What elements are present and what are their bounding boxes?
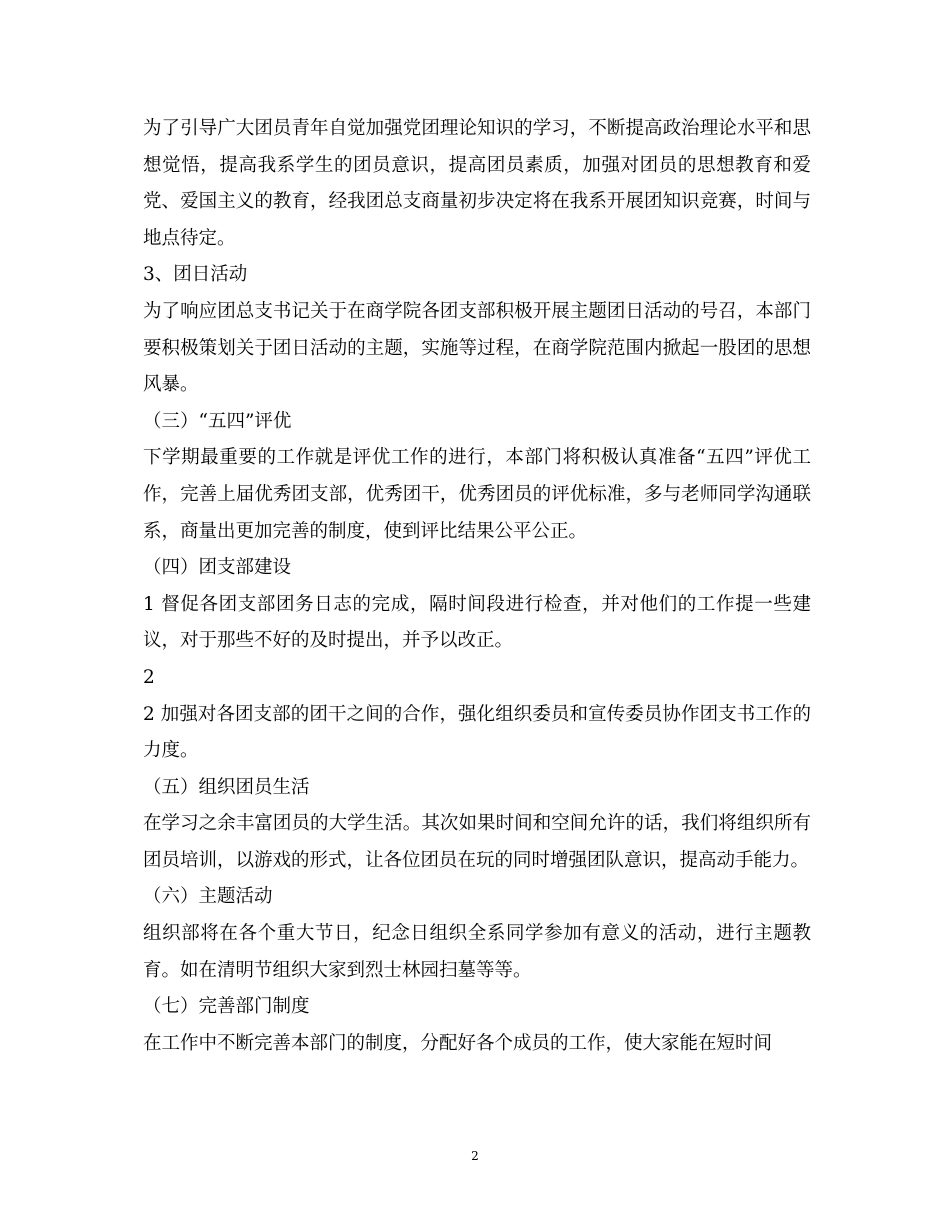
paragraph-may-fourth-awards: 下学期最重要的工作就是评优工作的进行，本部门将积极认真准备“五四”评优工作，完善上届优秀团支部，优秀团干，优秀团员的评优标准，多与老师同学沟通联系，商量出更加完善的制度，使到评比结果公平公正。 [143,447,811,542]
heading-theme-activity: （六）主题活动 [143,886,273,908]
paragraph-member-life: 在学习之余丰富团员的大学生活。其次如果时间和空间允许的话，我们将组织所有团员培训，以游戏的形式，让各位团员在玩的同时增强团队意识，提高动手能力。 [143,813,811,871]
paragraph-league-day-activity: 为了响应团总支书记关于在商学院各团支部积极开展主题团日活动的号召，本部门要积极策划关于团日活动的主题，实施等过程，在商学院范围内掀起一股团的思想风暴。 [143,300,811,396]
paragraph-knowledge-contest: 为了引导广大团员青年自觉加强党团理论知识的学习，不断提高政治理论水平和思想觉悟，提高我系学生的团员意识，提高团员素质，加强对团员的思想教育和爱党、爱国主义的教育，经我团总支商量初步决定将在我系开展团知识竞赛，时间与地点待定。 [143,118,811,249]
paragraph-branch-construction-1: 1 督促各团支部团务日志的完成，隔时间段进行检查，并对他们的工作提一些建议，对于那些不好的及时提出，并予以改正。 [143,593,811,652]
paragraph-branch-construction-2: 2 加强对各团支部的团干之间的合作，强化组织委员和宣传委员协作团支书工作的力度。 [143,703,811,762]
heading-department-rules: （七）完善部门制度 [143,996,310,1018]
document-body [143,111,811,1062]
paragraph-department-rules: 在工作中不断完善本部门的制度，分配好各个成员的工作，使大家能在短时间 [143,1032,773,1054]
heading-member-life: （五）组织团员生活 [143,776,310,798]
heading-league-day-activity: 3、团日活动 [143,264,248,286]
heading-branch-construction: （四）团支部建设 [143,557,292,579]
item-number-2: 2 [143,666,155,688]
paragraph-theme-activity: 组织部将在各个重大节日，纪念日组织全系同学参加有意义的活动，进行主题教育。如在清明节组织大家到烈士林园扫墓等等。 [143,923,811,981]
heading-may-fourth-awards: （三）“五四”评优 [143,410,292,432]
page-number: 2 [471,1149,479,1163]
